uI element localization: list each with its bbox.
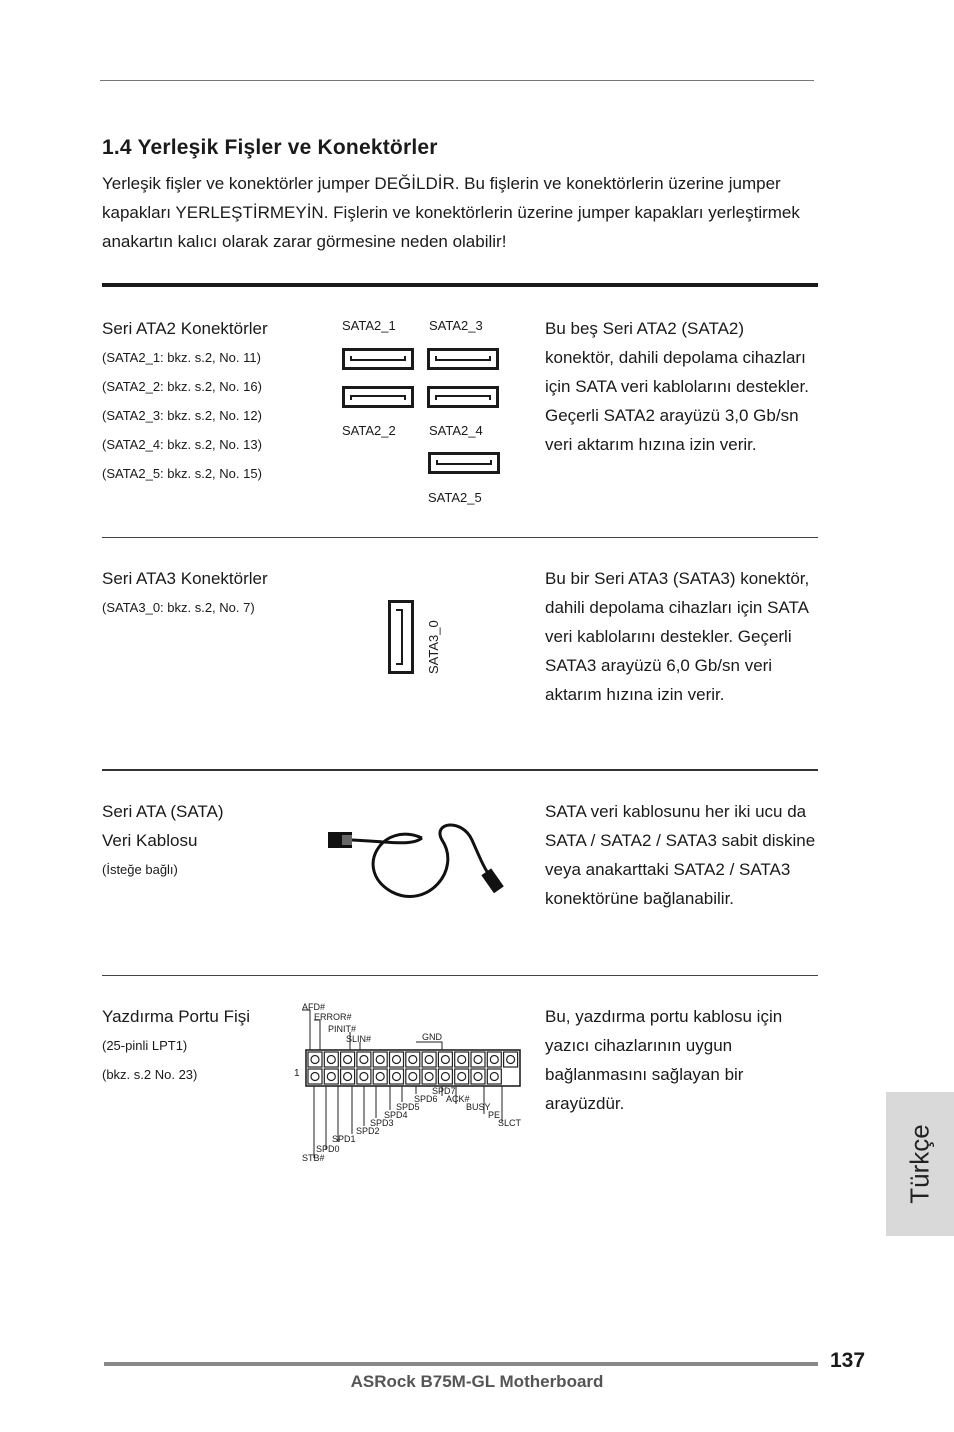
lpt-pin xyxy=(373,1052,387,1067)
pin-label-spd3: SPD3 xyxy=(370,1118,394,1128)
sata2-2-port-icon xyxy=(342,386,414,408)
sata2-3-port-icon xyxy=(427,348,499,370)
lpt-pin-hole xyxy=(376,1056,384,1064)
lpt-pin xyxy=(487,1069,501,1084)
lpt-pin-hole xyxy=(344,1056,352,1064)
sata3-ref: (SATA3_0: bkz. s.2, No. 7) xyxy=(102,600,255,615)
intro-paragraph: Yerleşik fişler ve konektörler jumper DEĞİLDİR. Bu fişlerin ve konektörlerin üzerine jumper kapakları YERLEŞTİRMEYİN. Fişlerin ve konektörlerin üzerine jumper kapakları yerleştirmek anakartın kalıcı olarak zarar görmesine neden olabilir! xyxy=(102,174,800,251)
sata2-5-port-icon xyxy=(428,452,500,474)
section-divider xyxy=(102,975,818,976)
footer-rule xyxy=(104,1362,818,1366)
lpt-pin-hole xyxy=(311,1056,319,1064)
pin-label-slct: SLCT xyxy=(498,1118,522,1128)
lpt-pin-hole xyxy=(425,1073,433,1081)
cable-title-line1: Seri ATA (SATA) xyxy=(102,802,224,821)
pin-label-spd4: SPD4 xyxy=(384,1110,408,1120)
lpt-pin xyxy=(324,1052,338,1067)
lpt-pin-hole xyxy=(458,1073,466,1081)
pin-label-gnd: GND xyxy=(422,1032,442,1042)
sata2-title: Seri ATA2 Konektörler xyxy=(102,319,268,338)
lpt-pin-hole xyxy=(376,1073,384,1081)
lpt-pin-hole xyxy=(393,1073,401,1081)
label-sata2-1: SATA2_1 xyxy=(342,318,396,333)
sata-cable-icon xyxy=(322,810,518,906)
sata2-ref: (SATA2_2: bkz. s.2, No. 16) xyxy=(102,379,262,394)
lpt-pin-hole xyxy=(474,1056,482,1064)
lpt-pin-hole xyxy=(311,1073,319,1081)
lpt-pin xyxy=(357,1052,371,1067)
pin-label-spd7: SPD7 xyxy=(432,1086,456,1096)
lpt-pin-diagram xyxy=(296,1002,530,1168)
footer-text: ASRock B75M-GL Motherboard xyxy=(350,1372,604,1391)
lpt-pin xyxy=(422,1052,436,1067)
pin-label-pinit: PINIT# xyxy=(328,1024,357,1034)
pin-label-pe: PE xyxy=(488,1110,501,1120)
label-sata2-5: SATA2_5 xyxy=(428,490,482,505)
lpt-pin xyxy=(504,1052,518,1067)
lpt-pin-hole xyxy=(507,1056,515,1064)
cable-description: SATA veri kablosunu her iki ucu da SATA / SATA2 / SATA3 sabit diskine veya anakarttaki SATA2 / SATA3 konektörüne bağlanabilir. xyxy=(545,802,816,908)
sata2-refs xyxy=(102,343,262,488)
sata2-ref: (SATA2_5: bkz. s.2, No. 15) xyxy=(102,466,262,481)
pin-label-slin: SLIN# xyxy=(346,1034,372,1044)
lpt-pin xyxy=(471,1069,485,1084)
pin-label-spd5: SPD5 xyxy=(396,1102,420,1112)
pin-label-spd6: SPD6 xyxy=(414,1094,438,1104)
lpt-pin xyxy=(438,1052,452,1067)
lpt-pin xyxy=(422,1069,436,1084)
lpt-pin xyxy=(373,1069,387,1084)
lpt-title: Yazdırma Portu Fişi xyxy=(102,1007,251,1026)
lpt-pin xyxy=(471,1052,485,1067)
top-rule xyxy=(100,80,814,81)
pin-label-spd0: SPD0 xyxy=(316,1144,340,1154)
cable-ref: (İsteğe bağlı) xyxy=(102,862,178,877)
lpt-pin-hole xyxy=(409,1056,417,1064)
lpt-pin xyxy=(455,1052,469,1067)
pin-label-stb: STB# xyxy=(302,1153,325,1163)
lpt-pin xyxy=(487,1052,501,1067)
lpt-pin-hole xyxy=(360,1056,368,1064)
lpt-pin-hole xyxy=(409,1073,417,1081)
label-sata3-0: SATA3_0 xyxy=(426,620,441,674)
sata3-0-port-icon xyxy=(388,600,414,674)
lpt-pin-hole xyxy=(441,1056,449,1064)
sata2-ref: (SATA2_3: bkz. s.2, No. 12) xyxy=(102,408,262,423)
lpt-pin-hole xyxy=(344,1073,352,1081)
lpt-pin-hole xyxy=(327,1073,335,1081)
lpt-pin-hole xyxy=(393,1056,401,1064)
lpt-pin xyxy=(455,1069,469,1084)
pin-label-afd: AFD# xyxy=(302,1002,326,1012)
pin-label-spd2: SPD2 xyxy=(356,1126,380,1136)
lpt-pin xyxy=(324,1069,338,1084)
sata2-description: Bu beş Seri ATA2 (SATA2) konektör, dahili depolama cihazları için SATA veri kablolarını destekler. Geçerli SATA2 arayüzü 3,0 Gb/sn veri aktarım hızına izin verir. xyxy=(545,319,809,454)
lpt-pin xyxy=(308,1052,322,1067)
lpt-pin xyxy=(390,1052,404,1067)
sata3-title: Seri ATA3 Konektörler xyxy=(102,569,268,588)
pin-label-ack: ACK# xyxy=(446,1094,470,1104)
lpt-pin xyxy=(341,1069,355,1084)
section-divider xyxy=(102,537,818,538)
lpt-pin xyxy=(406,1052,420,1067)
lpt-pin-hole xyxy=(327,1056,335,1064)
pin1-marker: 1 xyxy=(294,1068,300,1079)
section-heading: 1.4 Yerleşik Fişler ve Konektörler xyxy=(102,136,438,159)
sata3-port-slot xyxy=(396,609,403,665)
section-divider xyxy=(102,769,818,771)
pin-label-error: ERROR# xyxy=(314,1012,352,1022)
pin-label-busy: BUSY xyxy=(466,1102,491,1112)
language-tab-label: Türkçe xyxy=(904,1124,935,1204)
sata2-1-port-icon xyxy=(342,348,414,370)
lpt-pin-hole xyxy=(490,1056,498,1064)
lpt-pin-hole xyxy=(425,1056,433,1064)
section-divider-thick xyxy=(102,283,818,287)
sata2-4-port-icon xyxy=(427,386,499,408)
sata2-ref: (SATA2_4: bkz. s.2, No. 13) xyxy=(102,437,262,452)
lpt-pin-hole xyxy=(490,1073,498,1081)
lpt-pin xyxy=(406,1069,420,1084)
lpt-pin xyxy=(308,1069,322,1084)
sata2-ref: (SATA2_1: bkz. s.2, No. 11) xyxy=(102,350,261,365)
sata3-description: Bu bir Seri ATA3 (SATA3) konektör, dahili depolama cihazları için SATA veri kablolarını destekler. Geçerli SATA3 arayüzü 6,0 Gb/sn veri aktarım hızına izin verir. xyxy=(545,569,810,704)
sata2-diagram xyxy=(340,312,520,512)
label-sata2-3: SATA2_3 xyxy=(429,318,483,333)
lpt-ref: (bkz. s.2 No. 23) xyxy=(102,1067,198,1082)
pin-label-spd1: SPD1 xyxy=(332,1134,356,1144)
label-sata2-2: SATA2_2 xyxy=(342,423,396,438)
label-sata2-4: SATA2_4 xyxy=(429,423,483,438)
lpt-ref: (25-pinli LPT1) xyxy=(102,1038,188,1053)
lpt-pin-hole xyxy=(360,1073,368,1081)
lpt-pin xyxy=(341,1052,355,1067)
lpt-pin xyxy=(357,1069,371,1084)
lpt-description: Bu, yazdırma portu kablosu için yazıcı cihazlarının uygun bağlanmasını sağlayan bir arayüzdür. xyxy=(545,1007,783,1113)
page-number: 137 xyxy=(830,1349,866,1372)
language-tab xyxy=(886,1092,954,1236)
lpt-pin xyxy=(438,1069,452,1084)
lpt-pin xyxy=(390,1069,404,1084)
lpt-pin-hole xyxy=(458,1056,466,1064)
lpt-pin-hole xyxy=(441,1073,449,1081)
cable-title-line2: Veri Kablosu xyxy=(102,831,198,850)
lpt-pin-hole xyxy=(474,1073,482,1081)
